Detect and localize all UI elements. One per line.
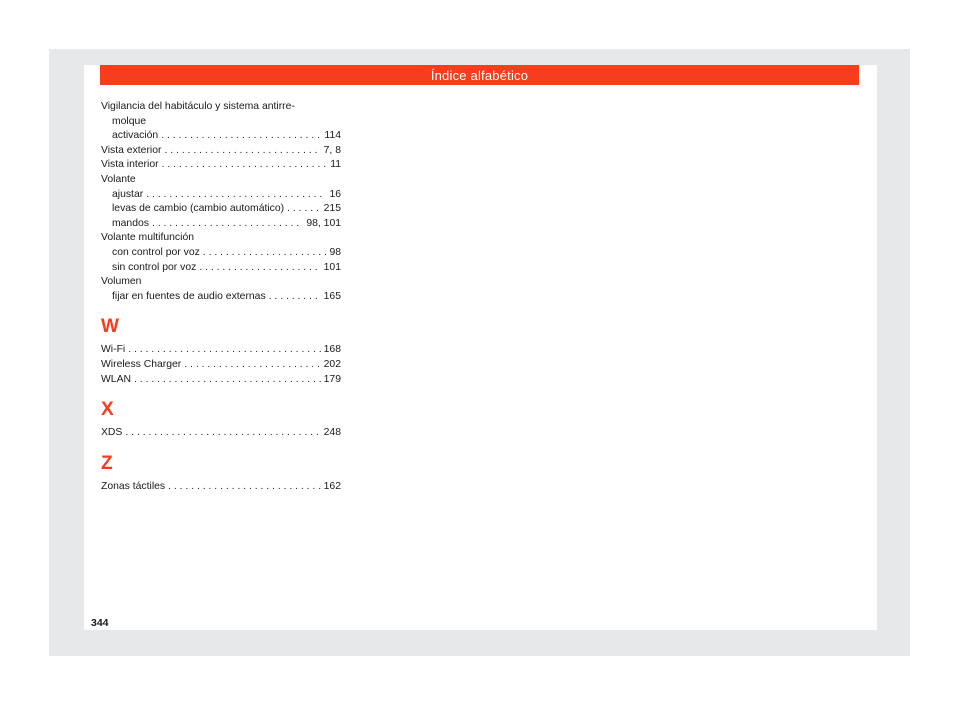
index-subentry[interactable] (101, 246, 341, 261)
page-ref[interactable]: 101 (323, 261, 341, 273)
index-term: Vigilancia del habitáculo y sistema antirre- (101, 101, 295, 112)
page-ref[interactable]: 168 (323, 344, 341, 356)
dot-leader (162, 158, 328, 173)
dot-leader (287, 202, 321, 217)
index-subentry[interactable] (101, 261, 341, 276)
index-term: Vista exterior (101, 144, 162, 156)
dot-leader (128, 343, 320, 358)
section-letter-w: W (101, 316, 119, 338)
section-letter-x: X (101, 399, 114, 421)
index-term: Zonas táctiles (101, 480, 166, 492)
index-entry[interactable] (101, 480, 341, 495)
dot-leader (146, 188, 326, 203)
dot-leader (134, 373, 321, 388)
page-ref[interactable]: 11 (330, 159, 341, 171)
index-subentry[interactable] (101, 129, 341, 144)
page-title: Índice alfabético (430, 67, 529, 83)
index-term: levas de cambio (cambio automático) (112, 203, 285, 215)
page-ref[interactable]: 202 (323, 358, 341, 370)
index-entry-heading: Volante multifunción (101, 232, 194, 244)
dot-leader (125, 426, 320, 441)
index-term: WLAN (101, 373, 132, 385)
page-header-bar (100, 65, 859, 85)
index-subentry[interactable] (101, 202, 341, 217)
dot-leader (203, 246, 327, 261)
page-ref[interactable]: 215 (323, 203, 341, 215)
dot-leader (161, 129, 321, 144)
index-term: Vista interior (101, 159, 159, 171)
index-entry[interactable] (101, 358, 341, 373)
index-term: Wireless Charger (101, 358, 182, 370)
page-ref[interactable]: 114 (324, 130, 341, 142)
index-subentry[interactable] (101, 290, 341, 305)
page-ref[interactable]: 16 (329, 188, 341, 200)
index-entry[interactable] (101, 343, 341, 358)
dot-leader (164, 144, 320, 159)
index-column (101, 100, 341, 494)
index-term: mandos (112, 217, 149, 229)
page-ref[interactable]: 165 (323, 290, 341, 302)
index-term: Wi-Fi (101, 344, 126, 356)
index-entry[interactable] (101, 158, 341, 173)
index-term: sin control por voz (112, 261, 197, 273)
dot-leader (184, 358, 320, 373)
index-term-continuation: molque (112, 115, 147, 127)
page-ref[interactable]: 98, 101 (306, 217, 341, 229)
page-ref[interactable]: 98 (329, 246, 341, 258)
section-letter-z: Z (101, 452, 113, 474)
index-entry[interactable] (101, 144, 341, 159)
dot-leader (152, 217, 303, 232)
index-entry-vigilancia (101, 100, 341, 129)
index-subentry[interactable] (101, 188, 341, 203)
page-number: 344 (91, 617, 109, 629)
index-term: activación (112, 130, 159, 142)
index-term: ajustar (112, 188, 144, 200)
index-entry-heading: Volumen (101, 276, 142, 288)
index-entry-heading: Volante (101, 173, 136, 185)
dot-leader (269, 290, 321, 305)
index-entry[interactable] (101, 426, 341, 441)
dot-leader (168, 480, 321, 495)
index-term: con control por voz (112, 246, 200, 258)
page-ref[interactable]: 248 (323, 427, 341, 439)
index-subentry[interactable] (101, 217, 341, 232)
page-ref[interactable]: 179 (323, 373, 341, 385)
index-term: fijar en fuentes de audio externas (112, 290, 266, 302)
index-term: XDS (101, 427, 123, 439)
dot-leader (199, 261, 320, 276)
page-ref[interactable]: 162 (323, 480, 341, 492)
index-entry[interactable] (101, 373, 341, 388)
page-ref[interactable]: 7, 8 (323, 144, 341, 156)
